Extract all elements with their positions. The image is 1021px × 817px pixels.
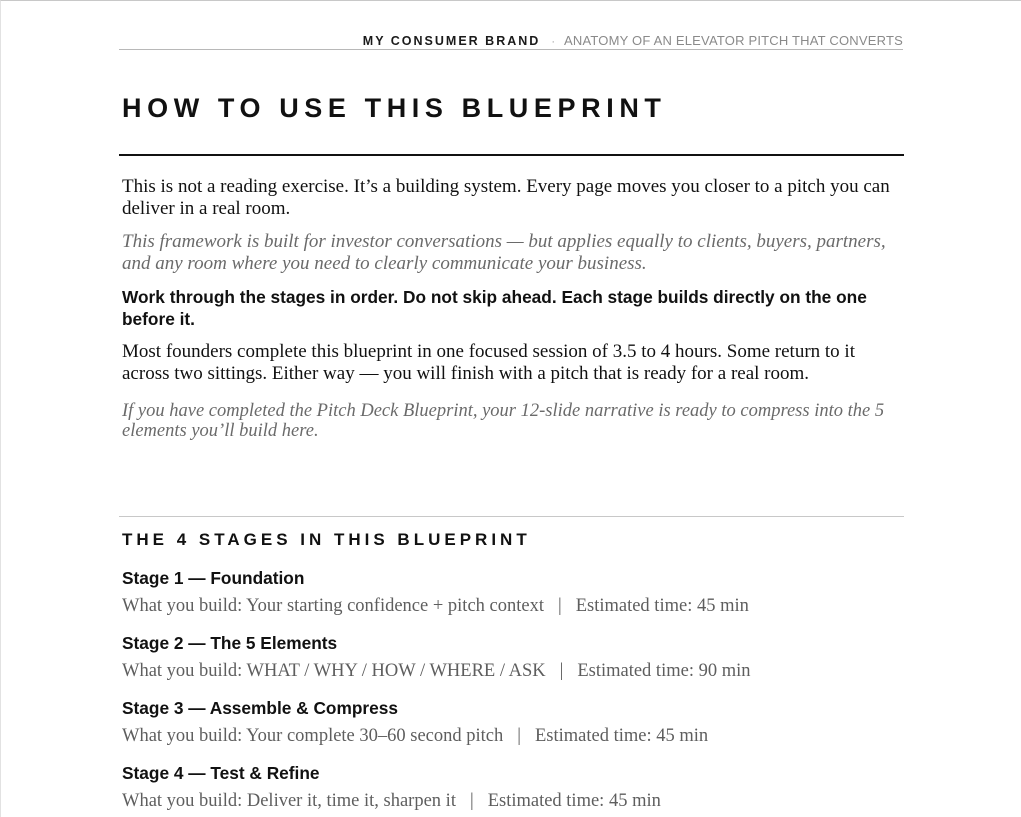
intro-paragraph-3: Work through the stages in order. Do not skip ahead. Each stage builds directly on the one before it. — [122, 287, 867, 329]
stage-name: Stage 4 — Test & Refine — [122, 763, 320, 783]
brand-name: MY CONSUMER BRAND — [362, 34, 541, 48]
running-header — [119, 33, 903, 50]
stage-time: Estimated time: 45 min — [487, 791, 661, 811]
intro-paragraph-2: This framework is built for investor conversations — but applies equally to clients, buyers, partners, and any room where you need to clearly communicate your business. — [122, 231, 886, 274]
stage-item — [122, 568, 902, 633]
stage-time: Estimated time: 45 min — [534, 726, 709, 746]
stage-separator: | — [559, 661, 564, 681]
stage-details — [122, 790, 902, 812]
stage-name: Stage 1 — Foundation — [122, 568, 305, 588]
stage-item — [122, 633, 902, 698]
stage-what: What you build: Your starting confidence + pitch context — [122, 596, 544, 616]
title-divider — [119, 154, 904, 156]
page-title: HOW TO USE THIS BLUEPRINT — [122, 93, 667, 123]
stage-time: Estimated time: 45 min — [575, 596, 749, 616]
stage-separator: | — [557, 596, 562, 616]
stage-list — [122, 568, 902, 817]
stage-separator: | — [517, 726, 521, 746]
document-title: ANATOMY OF AN ELEVATOR PITCH THAT CONVERTS — [563, 33, 903, 48]
intro-paragraph-4: Most founders complete this blueprint in one focused session of 3.5 to 4 hours. Some return to it across two sittings. Either way — you will finish with a pitch that is ready for a real room. — [122, 341, 855, 384]
stage-item — [122, 763, 902, 817]
stage-what: What you build: Your complete 30–60 second pitch — [122, 726, 504, 746]
header-separator: · — [551, 36, 555, 48]
intro-section — [122, 176, 902, 452]
stage-name: Stage 3 — Assemble & Compress — [122, 698, 398, 718]
intro-paragraph-5: If you have completed the Pitch Deck Blueprint, your 12-slide narrative is ready to compress into the 5 elements you’ll build here. — [122, 401, 885, 441]
section-divider — [119, 516, 904, 517]
stage-what: What you build: Deliver it, time it, sharpen it — [122, 791, 456, 811]
stage-separator: | — [469, 791, 474, 811]
intro-paragraph-1: This is not a reading exercise. It’s a building system. Every page moves you closer to a pitch you can deliver in a real room. — [122, 176, 890, 219]
stages-section-title: THE 4 STAGES IN THIS BLUEPRINT — [122, 530, 531, 549]
stage-details — [122, 725, 902, 747]
stage-time: Estimated time: 90 min — [577, 661, 751, 681]
stage-what: What you build: WHAT / WHY / HOW / WHERE / ASK — [122, 661, 546, 681]
stage-name: Stage 2 — The 5 Elements — [122, 633, 338, 653]
stage-details — [122, 660, 902, 682]
stage-item — [122, 698, 902, 763]
stage-details — [122, 595, 902, 617]
